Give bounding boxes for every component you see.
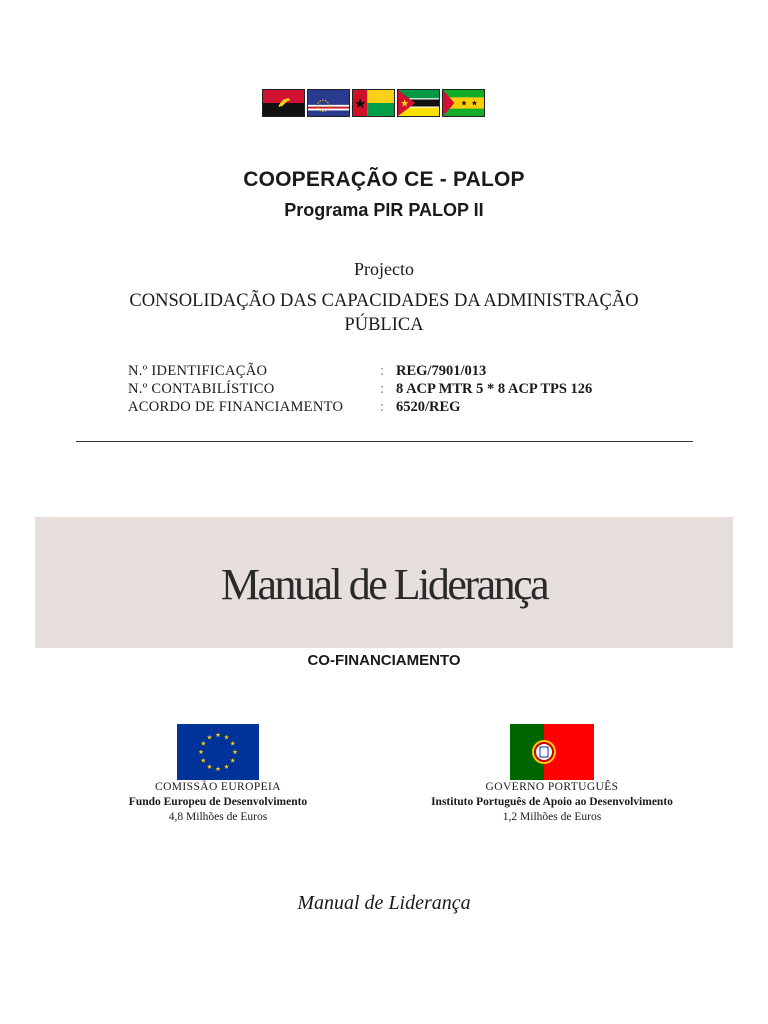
project-info-table: [128, 362, 592, 416]
pt-funder-block: [402, 780, 702, 825]
info-value: 6520/REG: [396, 399, 461, 415]
info-label: N.º IDENTIFICAÇÃO: [128, 363, 268, 379]
info-row-accounting: [128, 380, 592, 398]
sao-tome-flag-icon: [442, 89, 485, 117]
portugal-flag-icon: [510, 724, 594, 780]
info-row-identification: [128, 362, 592, 380]
info-value: REG/7901/013: [396, 363, 487, 379]
eu-fund-name: Fundo Europeu de Desenvolvimento: [128, 796, 308, 808]
angola-flag-icon: [262, 89, 305, 117]
divider: [76, 441, 693, 442]
pt-funder-name: GOVERNO PORTUGUÊS: [485, 781, 619, 793]
info-label: ACORDO DE FINANCIAMENTO: [128, 399, 344, 415]
palop-flags: [262, 89, 485, 117]
info-separator: :: [380, 381, 385, 397]
eu-funder-name: COMISSÃO EUROPEIA: [155, 781, 281, 793]
eu-flag-icon: [177, 724, 259, 780]
pt-amount: 1,2 Milhões de Euros: [502, 811, 602, 823]
info-value: 8 ACP MTR 5 * 8 ACP TPS 126: [396, 381, 593, 397]
cofinancing-heading: CO-FINANCIAMENTO: [307, 652, 461, 669]
footer-title: Manual de Liderança: [297, 892, 471, 914]
mozambique-flag-icon: [397, 89, 440, 117]
eu-amount: 4,8 Milhões de Euros: [168, 811, 268, 823]
manual-title: Manual de Liderança: [220, 560, 548, 609]
program-subtitle: Programa PIR PALOP II: [284, 200, 484, 220]
info-label: N.º CONTABILÍSTICO: [128, 381, 275, 397]
info-separator: :: [380, 363, 385, 379]
project-label: Projecto: [354, 259, 414, 279]
project-name: CONSOLIDAÇÃO DAS CAPACIDADES DA ADMINISTRAÇÃO PÚBLICA: [129, 291, 639, 335]
cape-verde-flag-icon: [307, 89, 350, 117]
cooperation-title: COOPERAÇÃO CE - PALOP: [243, 168, 525, 191]
guinea-bissau-flag-icon: [352, 89, 395, 117]
pt-fund-name: Instituto Português de Apoio ao Desenvolvimento: [431, 796, 673, 808]
info-separator: :: [380, 399, 385, 415]
eu-funder-block: [98, 780, 338, 825]
info-row-financing: [128, 398, 592, 416]
title-banner: [35, 517, 733, 648]
